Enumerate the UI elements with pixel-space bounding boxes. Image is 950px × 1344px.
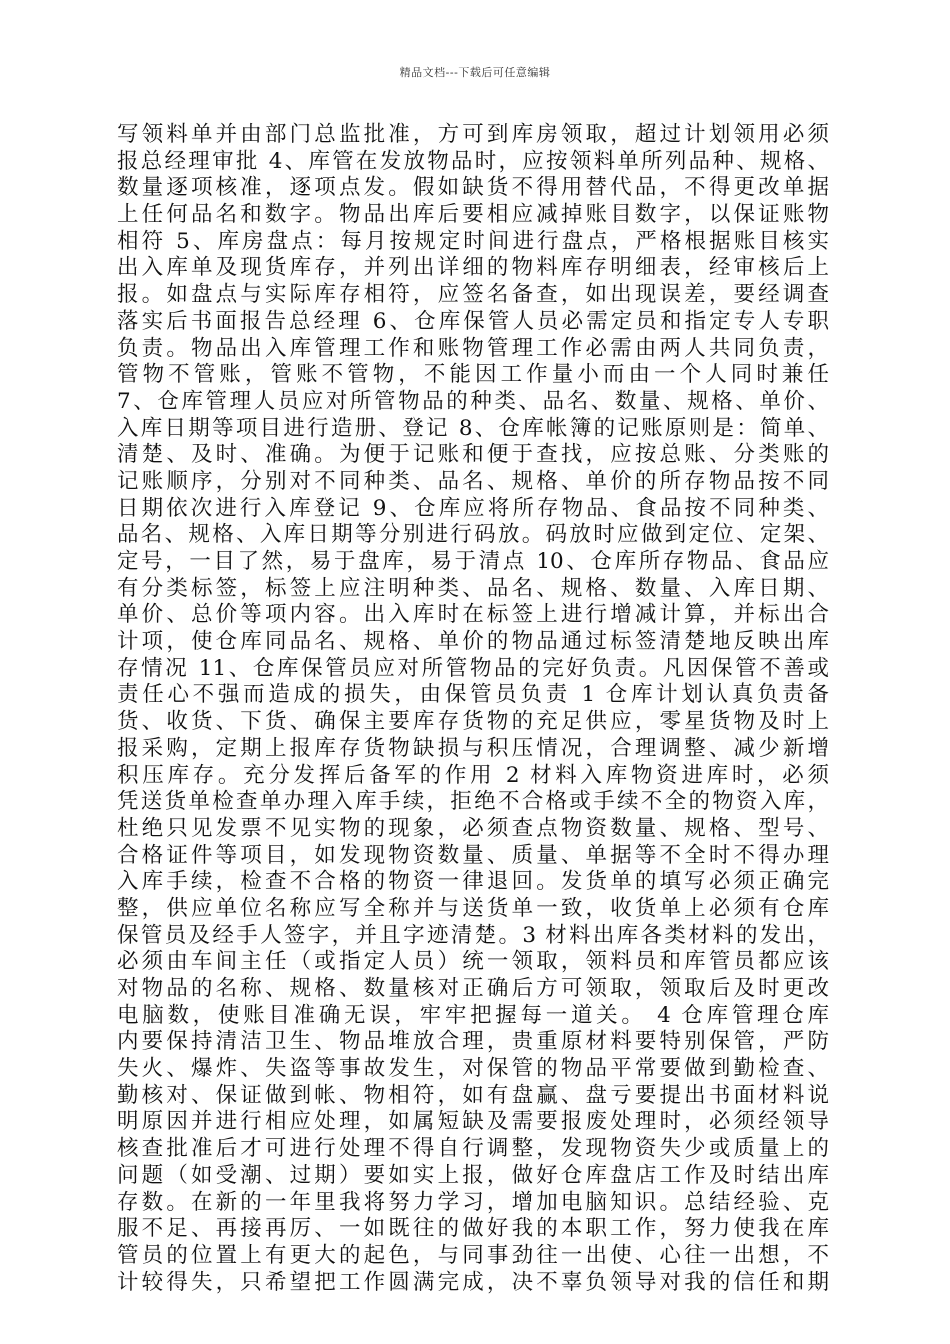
text-line: 明原因并进行相应处理，如属短缺及需要报废处理时，必须经领导 — [117, 1109, 829, 1135]
text-line: 相符 5、库房盘点：每月按规定时间进行盘点，严格根据账目核实 — [117, 228, 829, 254]
text-line: 存情况 11、仓库保管员应对所管物品的完好负责。凡因保管不善或 — [117, 655, 829, 681]
text-line: 保管员及经手人签字，并且字迹清楚。3 材料出库各类材料的发出， — [117, 922, 829, 948]
text-line: 清楚、及时、准确。为便于记账和便于查找，应按总账、分类账的 — [117, 442, 829, 468]
text-line: 积压库存。充分发挥后备军的作用 2 材料入库物资进库时，必须 — [117, 762, 829, 788]
text-line: 勤核对、保证做到帐、物相符，如有盘赢、盘亏要提出书面材料说 — [117, 1082, 829, 1108]
text-line: 定号，一目了然，易于盘库，易于清点 10、仓库所存物品、食品应 — [117, 549, 829, 574]
text-line: 管物不管账，管账不管物，不能因工作量小而由一个人同时兼任 — [117, 362, 829, 388]
text-line: 合格证件等项目，如发现物资数量、质量、单据等不全时不得办理 — [117, 842, 829, 868]
text-line: 内要保持清洁卫生、物品堆放合理，贵重原材料要特别保管，严防 — [117, 1029, 829, 1055]
text-line: 单价、总价等项内容。出入库时在标签上进行增减计算，并标出合 — [117, 602, 829, 628]
text-line: 计项，使仓库同品名、规格、单价的物品通过标签清楚地反映出库 — [117, 629, 829, 655]
text-line: 品名、规格、入库日期等分别进行码放。码放时应做到定位、定架、 — [117, 522, 829, 548]
text-line: 必须由车间主任（或指定人员）统一领取，领料员和库管员都应该 — [117, 949, 829, 975]
document-body — [117, 122, 829, 1296]
text-line: 落实后书面报告总经理 6、仓库保管人员必需定员和指定专人专职 — [117, 308, 829, 334]
text-line: 出入库单及现货库存，并列出详细的物料库存明细表，经审核后上 — [117, 255, 829, 281]
text-line: 管员的位置上有更大的起色，与同事劲往一出使、心往一出想，不 — [117, 1242, 829, 1268]
text-line: 整，供应单位名称应写全称并与送货单一致，收货单上必须有仓库 — [117, 895, 829, 921]
text-line: 存数。在新的一年里我将努力学习，增加电脑知识。总结经验、克 — [117, 1189, 829, 1215]
text-line: 杜绝只见发票不见实物的现象，必须查点物资数量、规格、型号、 — [117, 815, 829, 841]
text-line: 7、仓库管理人员应对所管物品的种类、品名、数量、规格、单价、 — [117, 388, 829, 414]
text-line: 问题（如受潮、过期）要如实上报，做好仓库盘店工作及时结出库 — [117, 1162, 829, 1188]
text-line: 计较得失，只希望把工作圆满完成，决不辜负领导对我的信任和期 — [117, 1269, 829, 1295]
text-line: 责任心不强而造成的损失，由保管员负责 1 仓库计划认真负责备 — [117, 682, 829, 708]
text-line: 有分类标签，标签上应注明种类、品名、规格、数量、入库日期、 — [117, 575, 829, 601]
text-line: 上任何品名和数字。物品出库后要相应减掉账目数字，以保证账物 — [117, 202, 829, 228]
text-line: 入库日期等项目进行造册、登记 8、仓库帐簿的记账原则是：简单、 — [117, 415, 829, 441]
text-line: 货、收货、下货、确保主要库存货物的充足供应，零星货物及时上 — [117, 709, 829, 735]
text-line: 报。如盘点与实际库存相符，应签名备查，如出现误差，要经调查 — [117, 282, 829, 308]
text-line: 报采购，定期上报库存货物缺损与积压情况，合理调整、减少新增 — [117, 735, 829, 761]
text-line: 凭送货单检查单办理入库手续，拒绝不合格或手续不全的物资入库， — [117, 789, 829, 815]
text-line: 日期依次进行入库登记 9、仓库应将所存物品、食品按不同种类、 — [117, 495, 829, 521]
page-header: 精品文档---下载后可任意编辑 — [399, 66, 551, 79]
text-line: 报总经理审批 4、库管在发放物品时，应按领料单所列品种、规格、 — [117, 148, 829, 174]
text-line: 服不足、再接再厉、一如既往的做好我的本职工作，努力使我在库 — [117, 1216, 829, 1242]
text-line: 入库手续，检查不合格的物资一律退回。发货单的填写必须正确完 — [117, 869, 829, 895]
text-line: 负责。物品出入库管理工作和账物管理工作必需由两人共同负责， — [117, 335, 829, 361]
text-line: 核查批准后才可进行处理不得自行调整，发现物资失少或质量上的 — [117, 1136, 829, 1162]
text-line: 电脑数，使账目准确无误，牢牢把握每一道关。 4 仓库管理仓库 — [117, 1002, 829, 1028]
text-line: 数量逐项核准，逐项点发。假如缺货不得用替代品，不得更改单据 — [117, 175, 829, 201]
text-line: 写领料单并由部门总监批准，方可到库房领取，超过计划领用必须 — [117, 122, 829, 147]
text-line: 失火、爆炸、失盗等事故发生，对保管的物品平常要做到勤检查、 — [117, 1056, 829, 1082]
text-line: 对物品的名称、规格、数量核对正确后方可领取，领取后及时更改 — [117, 976, 829, 1001]
text-line: 记账顺序，分别对不同种类、品名、规格、单价的所存物品按不同 — [117, 468, 829, 494]
